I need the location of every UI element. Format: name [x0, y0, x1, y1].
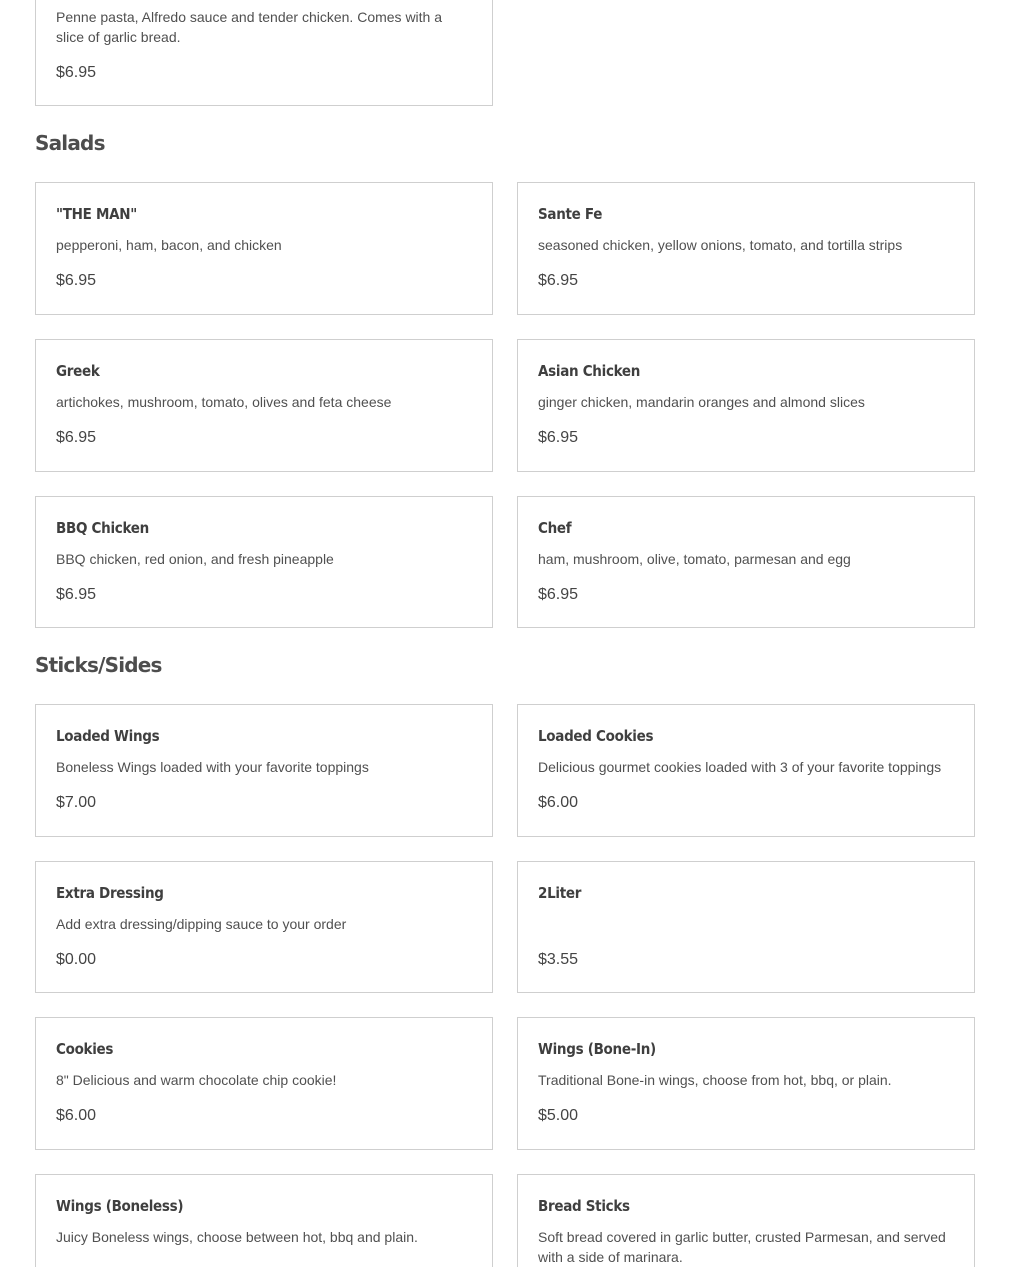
item-description: Juicy Boneless wings, choose between hot, bbq and plain.	[56, 1229, 418, 1245]
item-price: $6.95	[56, 429, 97, 446]
menu-item-card[interactable]	[517, 1174, 975, 1267]
menu-item-card[interactable]	[35, 861, 493, 993]
item-price: $6.95	[538, 429, 579, 446]
menu-item-card[interactable]	[35, 1017, 493, 1150]
item-name: Wings (Bone-In)	[538, 1040, 656, 1058]
item-description: Add extra dressing/dipping sauce to your order	[56, 916, 347, 932]
item-description: Traditional Bone-in wings, choose from hot, bbq, or plain.	[538, 1072, 892, 1088]
item-name: Bread Sticks	[538, 1197, 630, 1215]
item-name: BBQ Chicken	[56, 519, 149, 537]
item-description: BBQ chicken, red onion, and fresh pineapple	[56, 551, 334, 567]
menu-item-card[interactable]	[517, 861, 975, 993]
menu-item-card[interactable]	[517, 182, 975, 315]
section-title-sides: Sticks/Sides	[35, 653, 162, 677]
item-price: $6.95	[56, 272, 97, 289]
item-name: 2Liter	[538, 884, 582, 902]
menu-item-card[interactable]	[517, 1017, 975, 1150]
item-price: $6.00	[538, 794, 579, 811]
item-name: Greek	[56, 362, 100, 380]
item-price: $5.00	[538, 1107, 579, 1124]
section-title-salads: Salads	[35, 131, 105, 155]
menu-item-card[interactable]	[35, 496, 493, 628]
item-description: Boneless Wings loaded with your favorite toppings	[56, 759, 369, 775]
item-description: Soft bread covered in garlic butter, crusted Parmesan, and served with a side of marinara.	[538, 1229, 946, 1265]
item-name: Loaded Wings	[56, 727, 160, 745]
menu-item-card[interactable]	[35, 182, 493, 315]
item-description: ham, mushroom, olive, tomato, parmesan and egg	[538, 551, 851, 567]
item-name: Sante Fe	[538, 205, 603, 223]
menu-item-card[interactable]	[517, 339, 975, 472]
menu-item-card[interactable]	[35, 0, 493, 106]
menu-item-card[interactable]	[517, 704, 975, 837]
item-price: $6.00	[56, 1107, 97, 1124]
item-description: Delicious gourmet cookies loaded with 3 of your favorite toppings	[538, 759, 942, 775]
item-description: pepperoni, ham, bacon, and chicken	[56, 237, 282, 253]
menu-item-card[interactable]	[35, 339, 493, 472]
item-name: Cookies	[56, 1040, 114, 1058]
item-name: Chef	[538, 519, 572, 537]
item-description: seasoned chicken, yellow onions, tomato, and tortilla strips	[538, 237, 903, 253]
item-name: Asian Chicken	[538, 362, 641, 380]
menu-item-card[interactable]	[35, 1174, 493, 1267]
item-price: $7.00	[56, 794, 97, 811]
item-price: $6.95	[538, 586, 579, 603]
item-description: 8" Delicious and warm chocolate chip cookie!	[56, 1072, 337, 1088]
menu-item-card[interactable]	[35, 704, 493, 837]
item-name: "THE MAN"	[56, 205, 137, 223]
item-name: Loaded Cookies	[538, 727, 654, 745]
item-price: $6.95	[538, 272, 579, 289]
item-description: ginger chicken, mandarin oranges and almond slices	[538, 394, 865, 410]
item-name: Extra Dressing	[56, 884, 164, 902]
item-price: $6.95	[56, 586, 97, 603]
item-name: Wings (Boneless)	[56, 1197, 184, 1215]
item-price: $6.95	[56, 64, 97, 81]
item-description: Penne pasta, Alfredo sauce and tender chicken. Comes with a slice of garlic bread.	[56, 9, 443, 45]
item-price: $3.55	[538, 951, 579, 968]
item-description: artichokes, mushroom, tomato, olives and feta cheese	[56, 394, 392, 410]
item-price: $0.00	[56, 951, 97, 968]
menu-item-card[interactable]	[517, 496, 975, 628]
